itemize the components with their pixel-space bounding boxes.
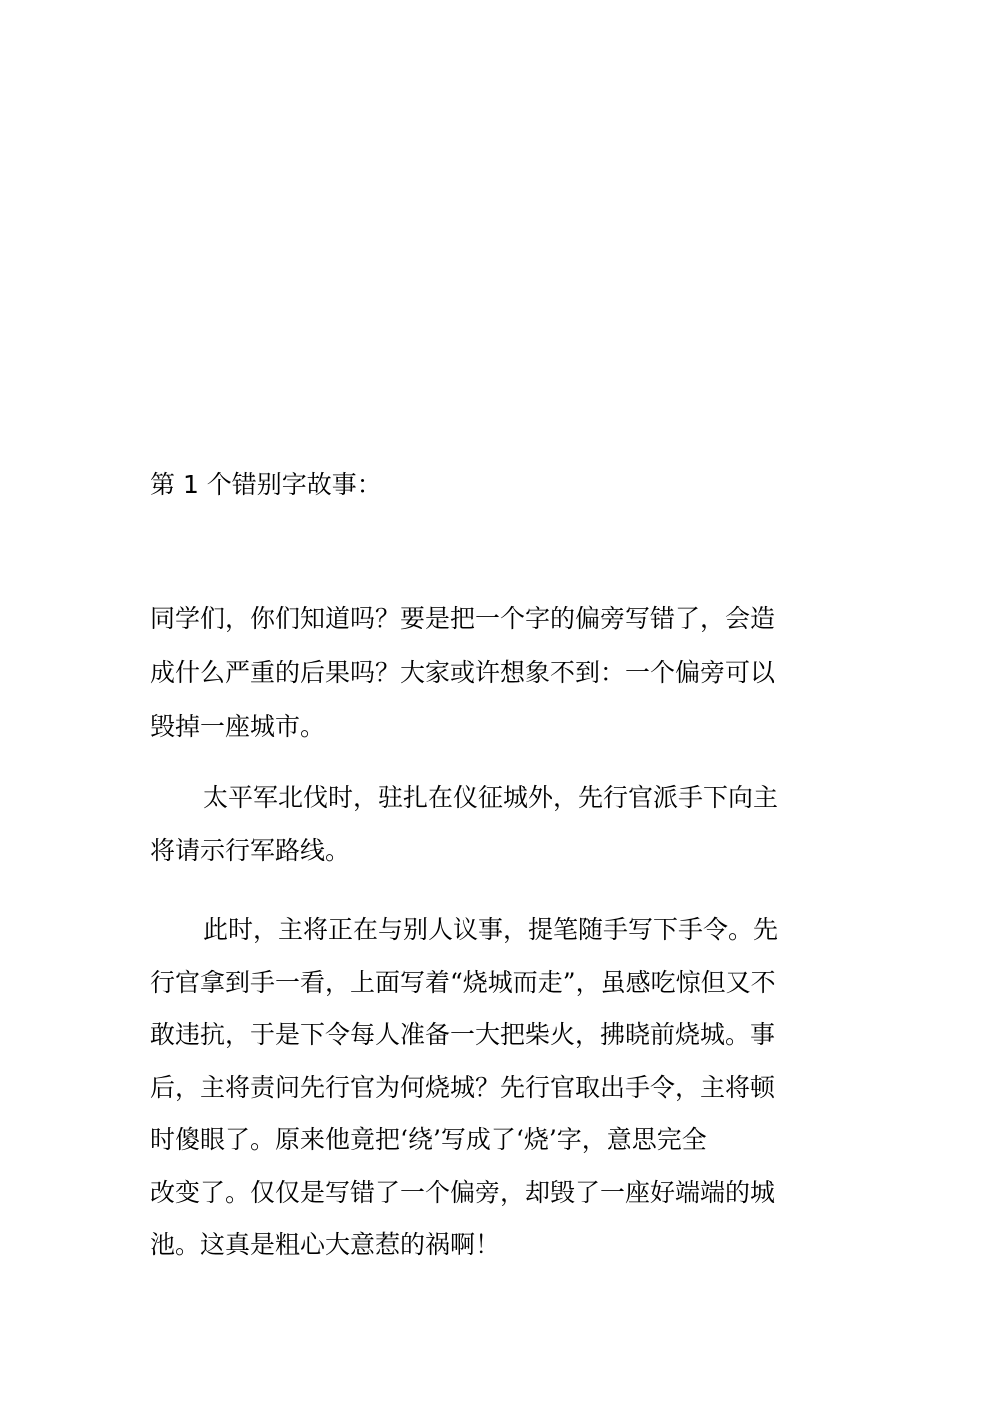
story-heading: 第 1 个错别字故事： — [150, 470, 382, 499]
paragraph-line: 将请示行军路线。 — [150, 835, 351, 865]
paragraph-line: 池。这真是粗心大意惹的祸啊！ — [150, 1230, 501, 1259]
story-paragraph-2 — [150, 904, 850, 1272]
paragraph-line: 行官拿到手一看，上面写着“烧城而走”，虽感吃惊但又不 — [150, 967, 776, 997]
paragraph-line: 时傻眼了。原来他竟把‘绕’写成了‘烧’字，意思完全 — [150, 1125, 707, 1154]
intro-paragraph — [150, 592, 850, 754]
story-paragraph-1 — [150, 772, 850, 877]
intro-line: 成什么严重的后果吗？大家或许想象不到：一个偏旁可以 — [150, 658, 776, 687]
paragraph-line: 此时，主将正在与别人议事，提笔随手写下手令。先 — [203, 915, 779, 944]
paragraph-line: 敢违抗，于是下令每人准备一大把柴火，拂晓前烧城。事 — [150, 1020, 776, 1049]
paragraph-line: 后，主将责问先行官为何烧城？先行官取出手令，主将顿 — [150, 1072, 776, 1102]
paragraph-line: 太平军北伐时，驻扎在仪征城外，先行官派手下向主 — [203, 783, 779, 812]
intro-line: 毁掉一座城市。 — [150, 712, 326, 741]
paragraph-line: 改变了。仅仅是写错了一个偏旁，却毁了一座好端端的城 — [150, 1177, 776, 1207]
intro-line: 同学们，你们知道吗？要是把一个字的偏旁写错了，会造 — [150, 604, 776, 633]
